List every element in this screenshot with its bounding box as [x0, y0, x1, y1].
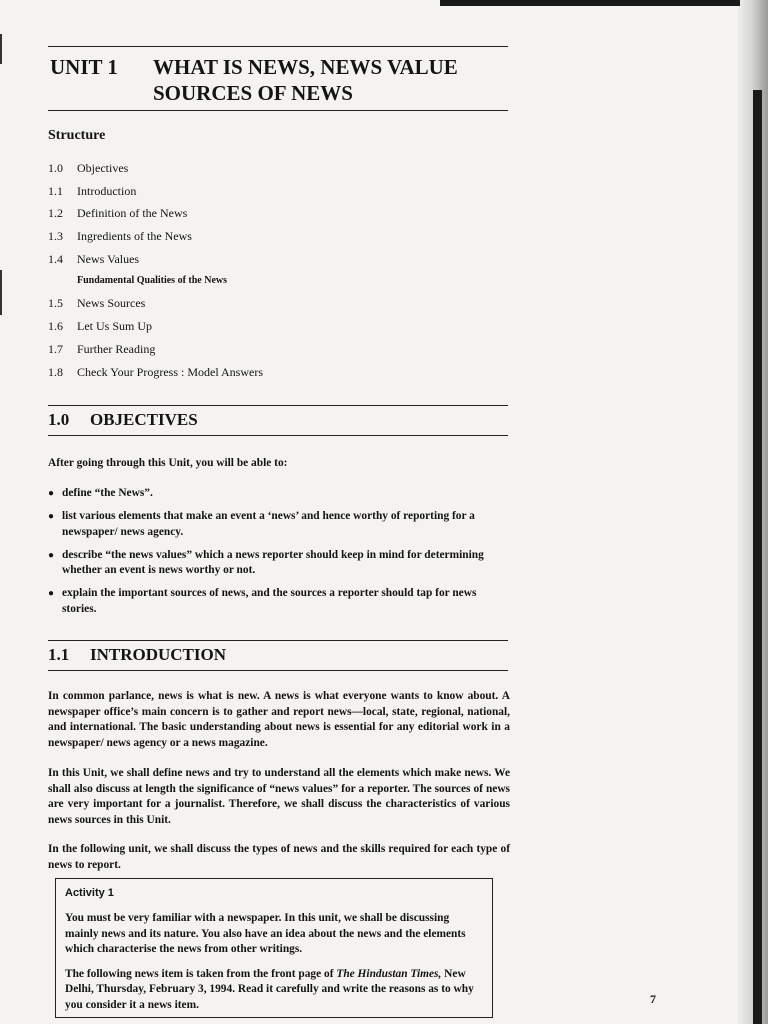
- unit-title-line2: SOURCES OF NEWS: [153, 81, 353, 105]
- toc-item: 1.0 Objectives: [48, 161, 129, 175]
- toc-item: 1.1 Introduction: [48, 183, 137, 198]
- list-item: ● describe “the news values” which a news reporter should keep in mind for determining whether an event is news worthy or not.: [48, 548, 510, 579]
- toc-item: 1.2 Definition of the News: [48, 206, 188, 221]
- section-rule: [48, 435, 508, 436]
- section-rule: [48, 640, 508, 641]
- list-item: ● explain the important sources of news, and the sources a reporter should tap for news stories.: [48, 586, 510, 617]
- introduction-paragraph: In this Unit, we shall define news and try to understand all the elements which make news. We shall also discuss at length the significance of “news values” for a reporter. The sources of news are very important for a journalist. Therefore, we shall discuss the characteristics of various news sources in this Unit.: [48, 767, 510, 826]
- toc-item: 1.3 Ingredients of the News: [48, 229, 192, 244]
- section-rule: [48, 670, 508, 671]
- activity-heading: Activity 1: [65, 887, 114, 899]
- newspaper-title: The Hindustan Times,: [336, 967, 442, 980]
- scan-left-mark: [0, 270, 2, 315]
- section-rule: [48, 405, 508, 406]
- activity-box: [55, 878, 493, 1018]
- activity-paragraph: You must be very familiar with a newspaper. In this unit, we shall be discussing mainly news and its nature. You also have an idea about the news and the elements which characterise the news from other writings.: [65, 912, 466, 956]
- scan-left-mark: [0, 34, 2, 64]
- unit-title-line1: WHAT IS NEWS, NEWS VALUE: [153, 55, 458, 79]
- structure-heading: Structure: [48, 128, 106, 143]
- objectives-list: [48, 486, 510, 625]
- toc-item: 1.8 Check Your Progress : Model Answers: [48, 364, 263, 379]
- toc-item: 1.4 News Values: [48, 251, 140, 266]
- objectives-heading: 1.0 OBJECTIVES: [48, 410, 198, 429]
- unit-number: UNIT 1: [50, 55, 118, 79]
- toc-item: 1.7 Further Reading: [48, 341, 156, 356]
- toc-item: 1.5 News Sources: [48, 296, 146, 311]
- activity-paragraph: The following news item is taken from the front page of The Hindustan Times, New Delhi, Thursday, February 3, 1994. Read it carefully and write the reasons as to why you consider it a news item.: [65, 967, 474, 1011]
- table-of-contents: [48, 160, 508, 386]
- list-item: ● list various elements that make an event a ‘news’ and hence worthy of reporting for a newspaper/ news agency.: [48, 509, 510, 540]
- toc-item: 1.6 Let Us Sum Up: [48, 319, 152, 334]
- title-rule-top: [48, 46, 508, 47]
- introduction-paragraph: In the following unit, we shall discuss the types of news and the skills required for each type of news to report.: [48, 843, 510, 871]
- introduction-heading: 1.1 INTRODUCTION: [48, 645, 227, 664]
- toc-subitem: Fundamental Qualities of the News: [77, 275, 227, 287]
- title-rule-bottom: [48, 110, 508, 111]
- objectives-intro: After going through this Unit, you will be able to:: [48, 457, 288, 469]
- page-number: 7: [650, 992, 656, 1006]
- scan-top-bar: [440, 0, 740, 6]
- introduction-paragraph: In common parlance, news is what is new. A news is what everyone wants to know about. A newspaper office’s main concern is to gather and report news—local, state, regional, national, and international. The basic understanding about news is essential for any editorial work in a newspaper/ news agency or a news magazine.: [48, 690, 510, 749]
- scan-edge-bar: [753, 90, 762, 1024]
- list-item: ● define “the News”.: [48, 486, 510, 502]
